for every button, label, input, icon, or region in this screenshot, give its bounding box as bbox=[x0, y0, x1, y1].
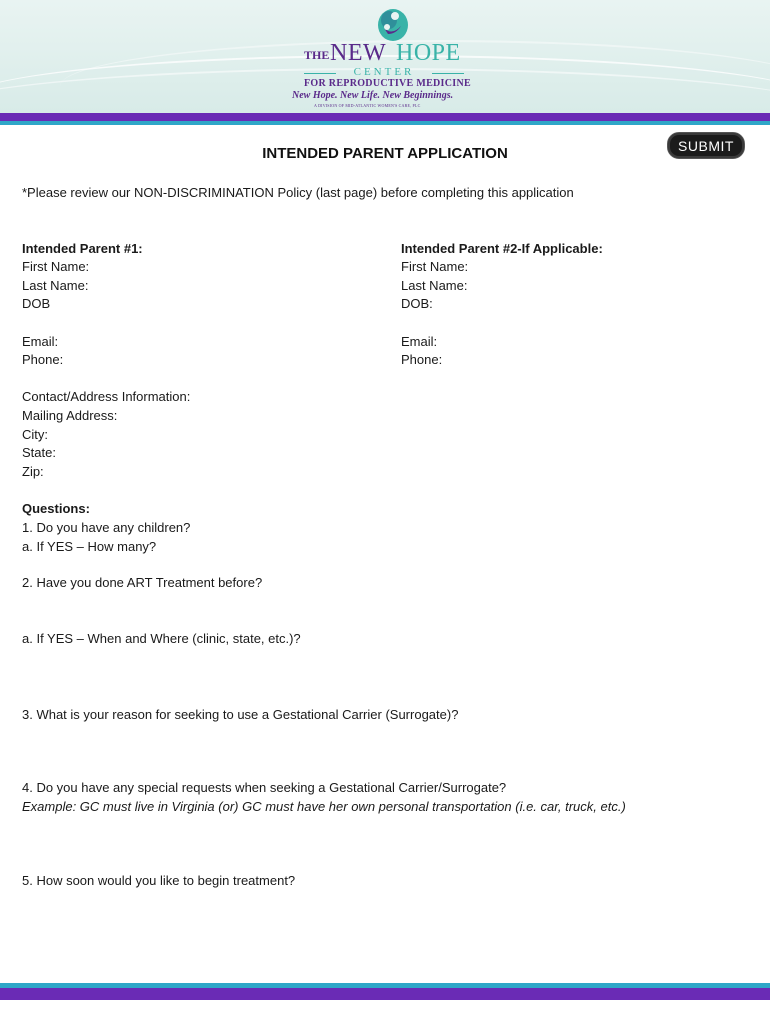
submit-button[interactable]: SUBMIT bbox=[667, 132, 745, 159]
question-1: 1. Do you have any children? bbox=[22, 520, 191, 535]
logo-hope: HOPE bbox=[396, 40, 461, 66]
letterhead bbox=[0, 0, 770, 113]
policy-notice: *Please review our NON-DISCRIMINATION Policy (last page) before completing this application bbox=[22, 185, 574, 200]
parent2-email-label: Email: bbox=[401, 334, 438, 349]
parent1-last-name-label: Last Name: bbox=[22, 278, 89, 293]
parent1-dob-label: DOB bbox=[22, 296, 51, 311]
header-purple-bar bbox=[0, 113, 770, 121]
questions-heading: Questions: bbox=[22, 501, 90, 516]
logo-center: CENTER bbox=[304, 66, 464, 78]
parent2-phone-label: Phone: bbox=[401, 352, 443, 367]
parent1-first-name-label: First Name: bbox=[22, 259, 90, 274]
logo-subtitle: FOR REPRODUCTIVE MEDICINE bbox=[304, 78, 471, 89]
logo-new: NEW bbox=[330, 40, 387, 66]
question-5: 5. How soon would you like to begin treatment? bbox=[22, 873, 296, 888]
parent2-last-name-label: Last Name: bbox=[401, 278, 468, 293]
zip-label: Zip: bbox=[22, 464, 44, 479]
parent1-heading: Intended Parent #1: bbox=[22, 241, 143, 256]
parent1-phone-label: Phone: bbox=[22, 352, 64, 367]
parent1-email-label: Email: bbox=[22, 334, 59, 349]
contact-heading: Contact/Address Information: bbox=[22, 389, 191, 404]
header-teal-bar bbox=[0, 121, 770, 125]
mother-child-icon bbox=[374, 6, 410, 42]
state-label: State: bbox=[22, 445, 56, 460]
footer-purple-bar bbox=[0, 988, 770, 1000]
mailing-address-label: Mailing Address: bbox=[22, 408, 118, 423]
parent2-dob-label: DOB: bbox=[401, 296, 433, 311]
page-title: INTENDED PARENT APPLICATION bbox=[262, 145, 508, 162]
city-label: City: bbox=[22, 427, 48, 442]
parent2-first-name-label: First Name: bbox=[401, 259, 469, 274]
new-hope-center-logo bbox=[292, 6, 482, 110]
logo-division-note: A DIVISION OF MID-ATLANTIC WOMEN'S CARE, PLC bbox=[314, 103, 421, 108]
question-4-example: Example: GC must live in Virginia (or) GC must have her own personal transportation (i.e. car, truck, etc.) bbox=[22, 799, 626, 814]
parent2-heading: Intended Parent #2-If Applicable: bbox=[401, 241, 603, 256]
question-2a: a. If YES – When and Where (clinic, state, etc.)? bbox=[22, 631, 301, 646]
logo-tagline: New Hope. New Life. New Beginnings. bbox=[292, 90, 454, 101]
logo-the: THE bbox=[304, 48, 330, 62]
question-1a: a. If YES – How many? bbox=[22, 539, 157, 554]
question-4: 4. Do you have any special requests when seeking a Gestational Carrier/Surrogate? bbox=[22, 780, 507, 795]
question-3: 3. What is your reason for seeking to use a Gestational Carrier (Surrogate)? bbox=[22, 707, 459, 722]
question-2: 2. Have you done ART Treatment before? bbox=[22, 575, 263, 590]
